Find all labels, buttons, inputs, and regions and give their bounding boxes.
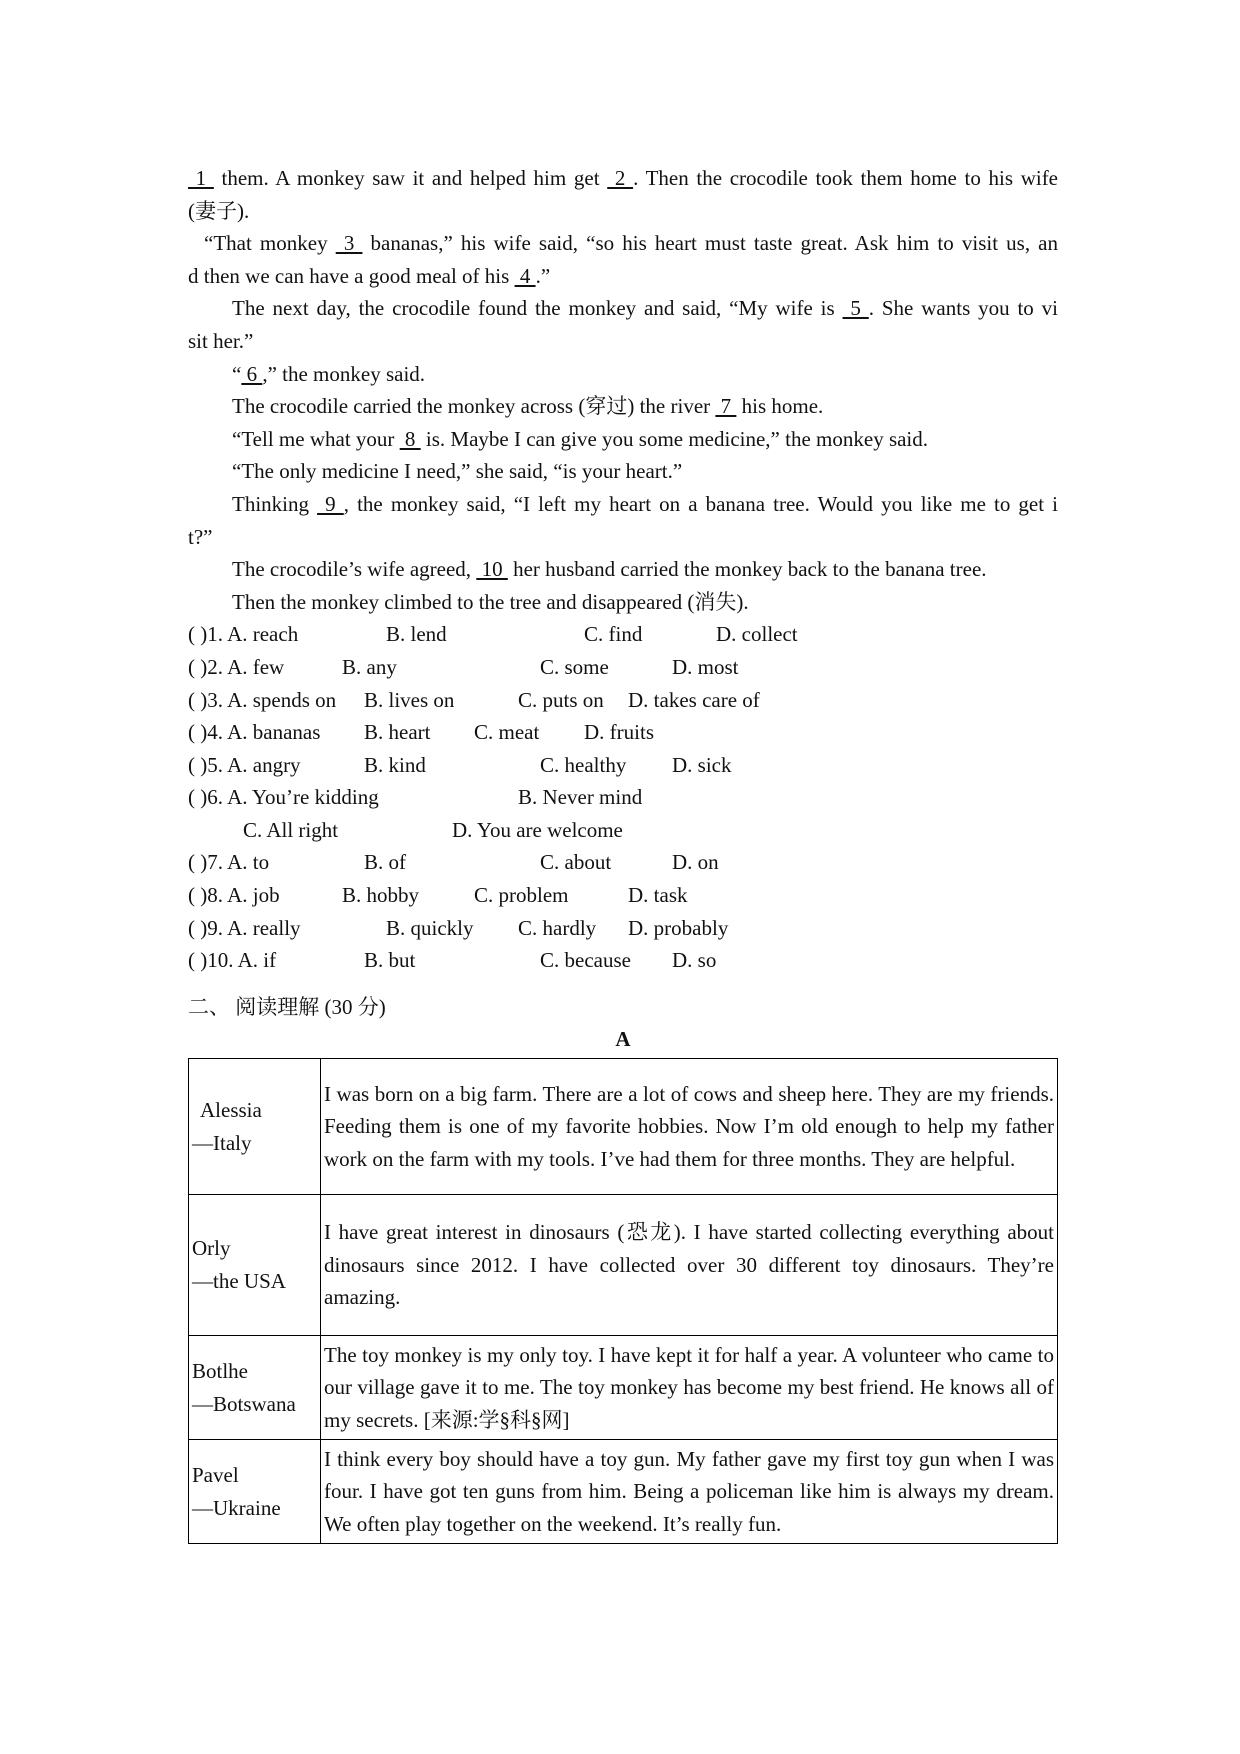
person-name: Orly	[192, 1236, 231, 1261]
person-name: Alessia	[200, 1097, 262, 1122]
passage-line: The crocodile carried the monkey across (穿过) the river 7 his home.	[232, 394, 824, 419]
question-row: ( )1. A. reach B. lend C. find D. collect	[188, 622, 798, 647]
part-label: A	[615, 1027, 631, 1052]
question-row: ( )3. A. spends on B. lives on C. puts on D. takes care of	[188, 687, 760, 712]
question-row: ( )9. A. really B. quickly C. hardly D. probably	[188, 915, 729, 940]
person-cell	[189, 1440, 321, 1544]
passage-line: “That monkey 3 bananas,” his wife said, “so his heart must taste great. Ask him to visit us, an	[204, 231, 1059, 256]
passage-line: “Tell me what your 8 is. Maybe I can give you some medicine,” the monkey said.	[232, 426, 929, 451]
question-row: ( )10. A. if B. but C. because D. so	[188, 948, 717, 973]
person-country: —Botswana	[192, 1391, 296, 1416]
passage-line: d then we can have a good meal of his 4 .”	[188, 263, 551, 288]
question-row: C. All right D. You are welcome	[243, 817, 623, 842]
blank-4: 4	[514, 263, 536, 288]
person-country: —Ukraine	[192, 1495, 281, 1520]
person-cell	[189, 1336, 321, 1440]
question-row: ( )7. A. to B. of C. about D. on	[188, 850, 719, 875]
blank-8: 8	[399, 426, 421, 451]
passage-line: The crocodile’s wife agreed, 10 her husband carried the monkey back to the banana tree.	[232, 557, 987, 582]
blank-5: 5	[842, 296, 869, 321]
blank-9: 9	[317, 491, 344, 516]
person-text: I have great interest in dinosaurs (恐龙). I have started collecting everything about dinosaurs since 2012. I have collected over 30 different toy dinosaurs. They’re amazing.	[321, 1195, 1058, 1336]
person-name: Pavel	[192, 1462, 239, 1487]
person-country: —Italy	[192, 1130, 252, 1155]
passage-line: 1 them. A monkey saw it and helped him get 2 . Then the crocodile took them home to his wife	[188, 166, 1059, 190]
person-country: —the USA	[192, 1269, 286, 1294]
passage-line: “ 6 ,” the monkey said.	[232, 361, 426, 386]
blank-2: 2	[607, 166, 634, 190]
question-row: ( )5. A. angry B. kind C. healthy D. sick	[188, 752, 732, 777]
question-row: ( )8. A. job B. hobby C. problem D. task	[188, 883, 688, 908]
passage-line: sit her.”	[188, 328, 254, 353]
passage-line: t?”	[188, 524, 213, 549]
worksheet-page	[188, 162, 1058, 1544]
blank-6: 6	[241, 361, 263, 386]
blank-1: 1	[188, 166, 214, 190]
blank-10: 10	[476, 557, 508, 582]
question-row: ( )2. A. few B. any C. some D. most	[188, 654, 739, 679]
people-table	[188, 1058, 1058, 1544]
table-row	[189, 1440, 1058, 1544]
person-cell	[189, 1195, 321, 1336]
table-row	[189, 1195, 1058, 1336]
table-row	[189, 1336, 1058, 1440]
section-title: 二、 阅读理解 (30 分)	[188, 994, 386, 1019]
question-row: ( )6. A. You’re kidding B. Never mind	[188, 785, 643, 810]
blank-7: 7	[715, 394, 737, 419]
passage-line: “The only medicine I need,” she said, “is your heart.”	[232, 459, 683, 484]
table-row	[189, 1059, 1058, 1195]
passage-line: (妻子).	[188, 198, 250, 223]
blank-3: 3	[335, 231, 363, 256]
person-name: Botlhe	[192, 1358, 248, 1383]
person-text: The toy monkey is my only toy. I have kept it for half a year. A volunteer who came to our village gave it to me. The toy monkey has become my best friend. He knows all of my secrets. [来源:学§科§网]	[321, 1336, 1058, 1440]
person-text: I was born on a big farm. There are a lot of cows and sheep here. They are my friends. Feeding them is one of my favorite hobbies. Now I’m old enough to help my father work on the farm with my tools. I’ve had them for three months. They are helpful.	[321, 1059, 1058, 1195]
passage-line: The next day, the crocodile found the monkey and said, “My wife is 5 . She wants you to vi	[232, 296, 1058, 321]
question-row: ( )4. A. bananas B. heart C. meat D. fruits	[188, 720, 654, 745]
person-cell	[189, 1059, 321, 1195]
person-text: I think every boy should have a toy gun. My father gave my first toy gun when I was four. I have got ten guns from him. Being a policeman like him is always my dream. We often play together on the weekend. It’s really fun.	[321, 1440, 1058, 1544]
passage-line: Then the monkey climbed to the tree and disappeared (消失).	[232, 589, 749, 614]
passage-line: Thinking 9 , the monkey said, “I left my heart on a banana tree. Would you like me to get i	[232, 491, 1059, 516]
